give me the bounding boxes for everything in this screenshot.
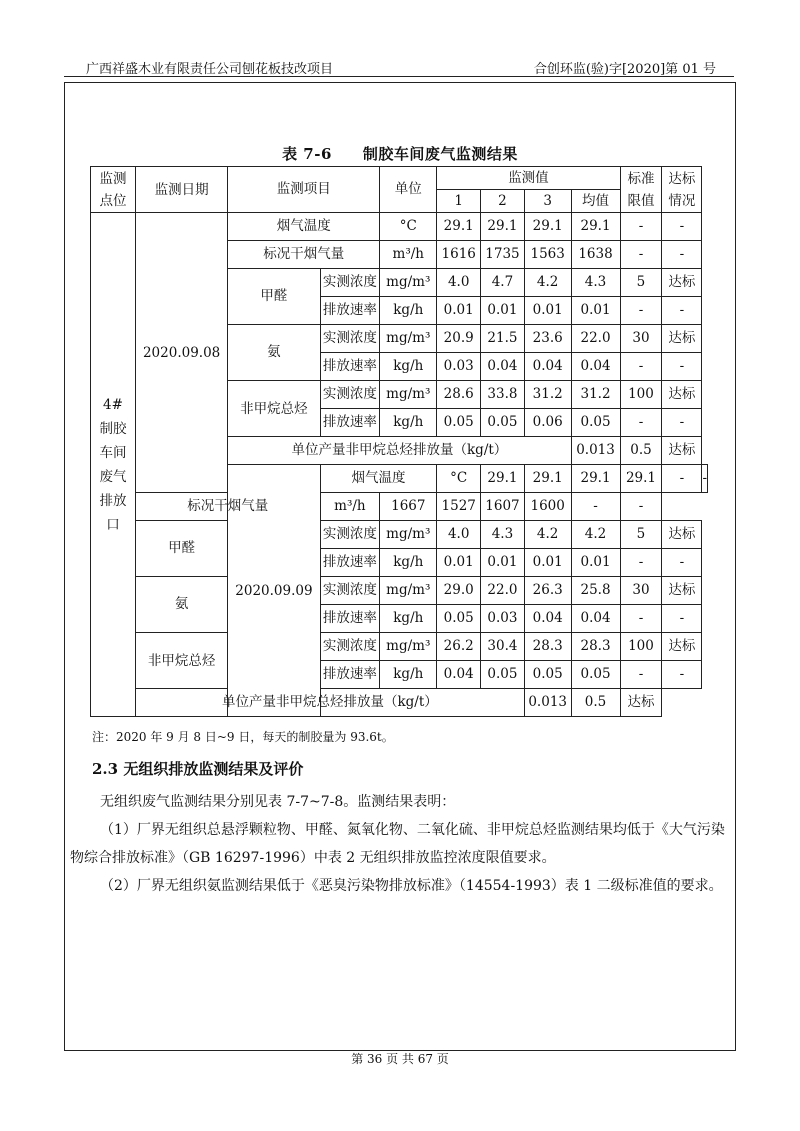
- status-cell: 达标: [662, 521, 702, 549]
- unit-cell: mg/m³: [380, 325, 437, 353]
- paragraph: 无组织废气监测结果分别见表 7-7~7-8。监测结果表明：: [100, 794, 456, 810]
- header-rule: [64, 76, 734, 77]
- pollutant-cell: 氨: [228, 325, 320, 381]
- value-cell: 0.05: [437, 409, 481, 437]
- value-cell: 4.0: [437, 269, 481, 297]
- unit-cell: m³/h: [380, 241, 437, 269]
- status-cell: 达标: [662, 577, 702, 605]
- col-v3: 3: [524, 190, 571, 213]
- avg-cell: 0.013: [571, 437, 620, 465]
- status-cell: -: [702, 465, 708, 493]
- table-row: [91, 213, 708, 241]
- value-cell: 0.01: [437, 297, 481, 325]
- limit-cell: -: [620, 605, 662, 633]
- value-cell: 0.04: [481, 353, 525, 381]
- table-caption: 表 7-6 制胶车间废气监测结果: [282, 145, 518, 163]
- col-limit: 标准限值: [620, 167, 662, 213]
- pollutant-cell: 甲醛: [228, 269, 320, 325]
- pollutant-cell: 甲醛: [135, 521, 227, 577]
- date-cell: 2020.09.09: [228, 465, 320, 717]
- limit-cell: 100: [620, 633, 662, 661]
- value-cell: 4.0: [437, 521, 481, 549]
- unit-cell: mg/m³: [380, 381, 437, 409]
- pollutant-cell: 非甲烷总烃: [228, 381, 320, 437]
- item-cell: 实测浓度: [320, 269, 380, 297]
- item-cell: 实测浓度: [320, 577, 380, 605]
- value-cell: 0.05: [481, 409, 525, 437]
- avg-cell: 0.01: [571, 549, 620, 577]
- avg-cell: 25.8: [571, 577, 620, 605]
- status-cell: -: [662, 549, 702, 577]
- value-cell: 0.01: [524, 549, 571, 577]
- value-cell: 20.9: [437, 325, 481, 353]
- table-row: [91, 689, 708, 717]
- col-site: 监测点位: [91, 167, 136, 213]
- limit-cell: 0.5: [620, 437, 662, 465]
- avg-cell: 22.0: [571, 325, 620, 353]
- avg-cell: 1638: [571, 241, 620, 269]
- unit-cell: m³/h: [320, 493, 380, 521]
- limit-cell: 30: [620, 577, 662, 605]
- limit-cell: -: [662, 465, 702, 493]
- item-cell: 排放速率: [320, 409, 380, 437]
- header-row: [91, 167, 708, 190]
- col-item: 监测项目: [228, 167, 380, 213]
- value-cell: 29.1: [524, 213, 571, 241]
- value-cell: 0.05: [437, 605, 481, 633]
- date-cell: 2020.09.08: [135, 213, 227, 493]
- value-cell: 26.3: [524, 577, 571, 605]
- limit-cell: 5: [620, 269, 662, 297]
- unit-cell: mg/m³: [380, 521, 437, 549]
- page-header: [86, 56, 716, 78]
- limit-cell: 100: [620, 381, 662, 409]
- value-cell: 1607: [481, 493, 525, 521]
- unit-cell: mg/m³: [380, 577, 437, 605]
- value-cell: 29.1: [571, 465, 620, 493]
- value-cell: 0.03: [437, 353, 481, 381]
- table-note: 注：2020 年 9 月 8 日~9 日，每天的制胶量为 93.6t。: [92, 730, 394, 744]
- value-cell: 29.1: [481, 465, 525, 493]
- site-cell: 4#制胶车间废气排放口: [91, 213, 136, 717]
- status-cell: 达标: [662, 437, 702, 465]
- value-cell: 29.1: [524, 465, 571, 493]
- status-cell: 达标: [662, 381, 702, 409]
- value-cell: 0.01: [524, 297, 571, 325]
- item-cell: 实测浓度: [320, 521, 380, 549]
- col-unit: 单位: [380, 167, 437, 213]
- value-cell: 31.2: [524, 381, 571, 409]
- avg-cell: 0.04: [571, 605, 620, 633]
- col-date: 监测日期: [135, 167, 227, 213]
- col-avg: 均值: [571, 190, 620, 213]
- limit-cell: 5: [620, 521, 662, 549]
- limit-cell: -: [620, 661, 662, 689]
- table-row: [91, 633, 708, 661]
- unit-cell: kg/h: [380, 409, 437, 437]
- value-cell: 1527: [437, 493, 481, 521]
- avg-cell: 0.013: [524, 689, 571, 717]
- status-cell: 达标: [662, 633, 702, 661]
- unit-cell: kg/h: [380, 549, 437, 577]
- limit-cell: -: [620, 353, 662, 381]
- col-values: 监测值: [437, 167, 620, 190]
- paragraph: （2）厂界无组织氨监测结果低于《恶臭污染物排放标准》（14554-1993）表 1 二级标准值的要求。: [100, 878, 723, 894]
- avg-cell: 29.1: [620, 465, 662, 493]
- value-cell: 0.04: [524, 605, 571, 633]
- value-cell: 1563: [524, 241, 571, 269]
- item-cell: 实测浓度: [320, 325, 380, 353]
- avg-cell: 4.3: [571, 269, 620, 297]
- limit-cell: -: [620, 549, 662, 577]
- avg-cell: 0.05: [571, 409, 620, 437]
- value-cell: 23.6: [524, 325, 571, 353]
- value-cell: 4.2: [524, 269, 571, 297]
- status-cell: -: [662, 353, 702, 381]
- status-cell: -: [662, 409, 702, 437]
- value-cell: 1735: [481, 241, 525, 269]
- value-cell: 33.8: [481, 381, 525, 409]
- avg-cell: 0.04: [571, 353, 620, 381]
- col-v1: 1: [437, 190, 481, 213]
- unit-cell: kg/h: [380, 661, 437, 689]
- pollutant-cell: 非甲烷总烃: [135, 633, 227, 689]
- unit-output-item: 单位产量非甲烷总烃排放量（kg/t）: [135, 689, 524, 717]
- status-cell: -: [662, 241, 702, 269]
- section-heading: 2.3 无组织排放监测结果及评价: [92, 760, 304, 778]
- value-cell: 28.3: [524, 633, 571, 661]
- header-project: 广西祥盛木业有限责任公司刨花板技改项目: [86, 62, 334, 77]
- unit-cell: kg/h: [380, 297, 437, 325]
- value-cell: 0.05: [524, 661, 571, 689]
- value-cell: 28.6: [437, 381, 481, 409]
- value-cell: 0.01: [481, 297, 525, 325]
- limit-cell: 0.5: [571, 689, 620, 717]
- value-cell: 29.1: [481, 213, 525, 241]
- unit-cell: kg/h: [380, 605, 437, 633]
- value-cell: 29.1: [437, 213, 481, 241]
- value-cell: 0.04: [524, 353, 571, 381]
- avg-cell: 1600: [524, 493, 571, 521]
- item-cell: 排放速率: [320, 661, 380, 689]
- col-status: 达标情况: [662, 167, 702, 213]
- unit-cell: mg/m³: [380, 269, 437, 297]
- unit-cell: kg/h: [380, 353, 437, 381]
- value-cell: 1667: [380, 493, 437, 521]
- status-cell: -: [662, 661, 702, 689]
- pollutant-cell: 氨: [135, 577, 227, 633]
- value-cell: 22.0: [481, 577, 525, 605]
- status-cell: -: [662, 213, 702, 241]
- value-cell: 29.0: [437, 577, 481, 605]
- emission-table: [90, 166, 708, 717]
- value-cell: 0.04: [437, 661, 481, 689]
- unit-cell: °C: [380, 213, 437, 241]
- status-cell: 达标: [662, 325, 702, 353]
- value-cell: 0.01: [481, 549, 525, 577]
- value-cell: 21.5: [481, 325, 525, 353]
- page-number: 第 36 页 共 67 页: [351, 1052, 449, 1066]
- limit-cell: -: [620, 213, 662, 241]
- value-cell: 1616: [437, 241, 481, 269]
- status-cell: 达标: [662, 269, 702, 297]
- avg-cell: 31.2: [571, 381, 620, 409]
- value-cell: 30.4: [481, 633, 525, 661]
- avg-cell: 4.2: [571, 521, 620, 549]
- value-cell: 4.3: [481, 521, 525, 549]
- item-cell: 实测浓度: [320, 381, 380, 409]
- limit-cell: -: [620, 297, 662, 325]
- col-v2: 2: [481, 190, 525, 213]
- item-cell: 烟气温度: [320, 465, 437, 493]
- value-cell: 0.06: [524, 409, 571, 437]
- item-cell: 排放速率: [320, 605, 380, 633]
- limit-cell: 30: [620, 325, 662, 353]
- table-row: [91, 493, 708, 521]
- limit-cell: -: [620, 409, 662, 437]
- limit-cell: -: [620, 241, 662, 269]
- status-cell: -: [662, 297, 702, 325]
- status-cell: 达标: [620, 689, 662, 717]
- unit-output-item: 单位产量非甲烷总烃排放量（kg/t）: [228, 437, 571, 465]
- value-cell: 0.01: [437, 549, 481, 577]
- header-report-number: 合创环监(验)字[2020]第 01 号: [533, 62, 716, 77]
- value-cell: 4.2: [524, 521, 571, 549]
- value-cell: 4.7: [481, 269, 525, 297]
- avg-cell: 0.05: [571, 661, 620, 689]
- item-cell: 标况干烟气量: [135, 493, 320, 521]
- avg-cell: 0.01: [571, 297, 620, 325]
- item-cell: 烟气温度: [228, 213, 380, 241]
- value-cell: 0.05: [481, 661, 525, 689]
- value-cell: 26.2: [437, 633, 481, 661]
- avg-cell: 29.1: [571, 213, 620, 241]
- table-row: [91, 577, 708, 605]
- paragraph: （1）厂界无组织总悬浮颗粒物、甲醛、氮氧化物、二氧化硫、非甲烷总烃监测结果均低于《大气污染物综合排放标准》（GB 16297-1996）中表 2 无组织排放监控浓度限值要求。: [70, 822, 725, 866]
- status-cell: -: [662, 605, 702, 633]
- status-cell: -: [620, 493, 662, 521]
- item-cell: 排放速率: [320, 549, 380, 577]
- unit-cell: °C: [437, 465, 481, 493]
- value-cell: 0.03: [481, 605, 525, 633]
- limit-cell: -: [571, 493, 620, 521]
- unit-cell: mg/m³: [380, 633, 437, 661]
- avg-cell: 28.3: [571, 633, 620, 661]
- item-cell: 标况干烟气量: [228, 241, 380, 269]
- item-cell: 实测浓度: [320, 633, 380, 661]
- table-row: [91, 521, 708, 549]
- item-cell: 排放速率: [320, 353, 380, 381]
- item-cell: 排放速率: [320, 297, 380, 325]
